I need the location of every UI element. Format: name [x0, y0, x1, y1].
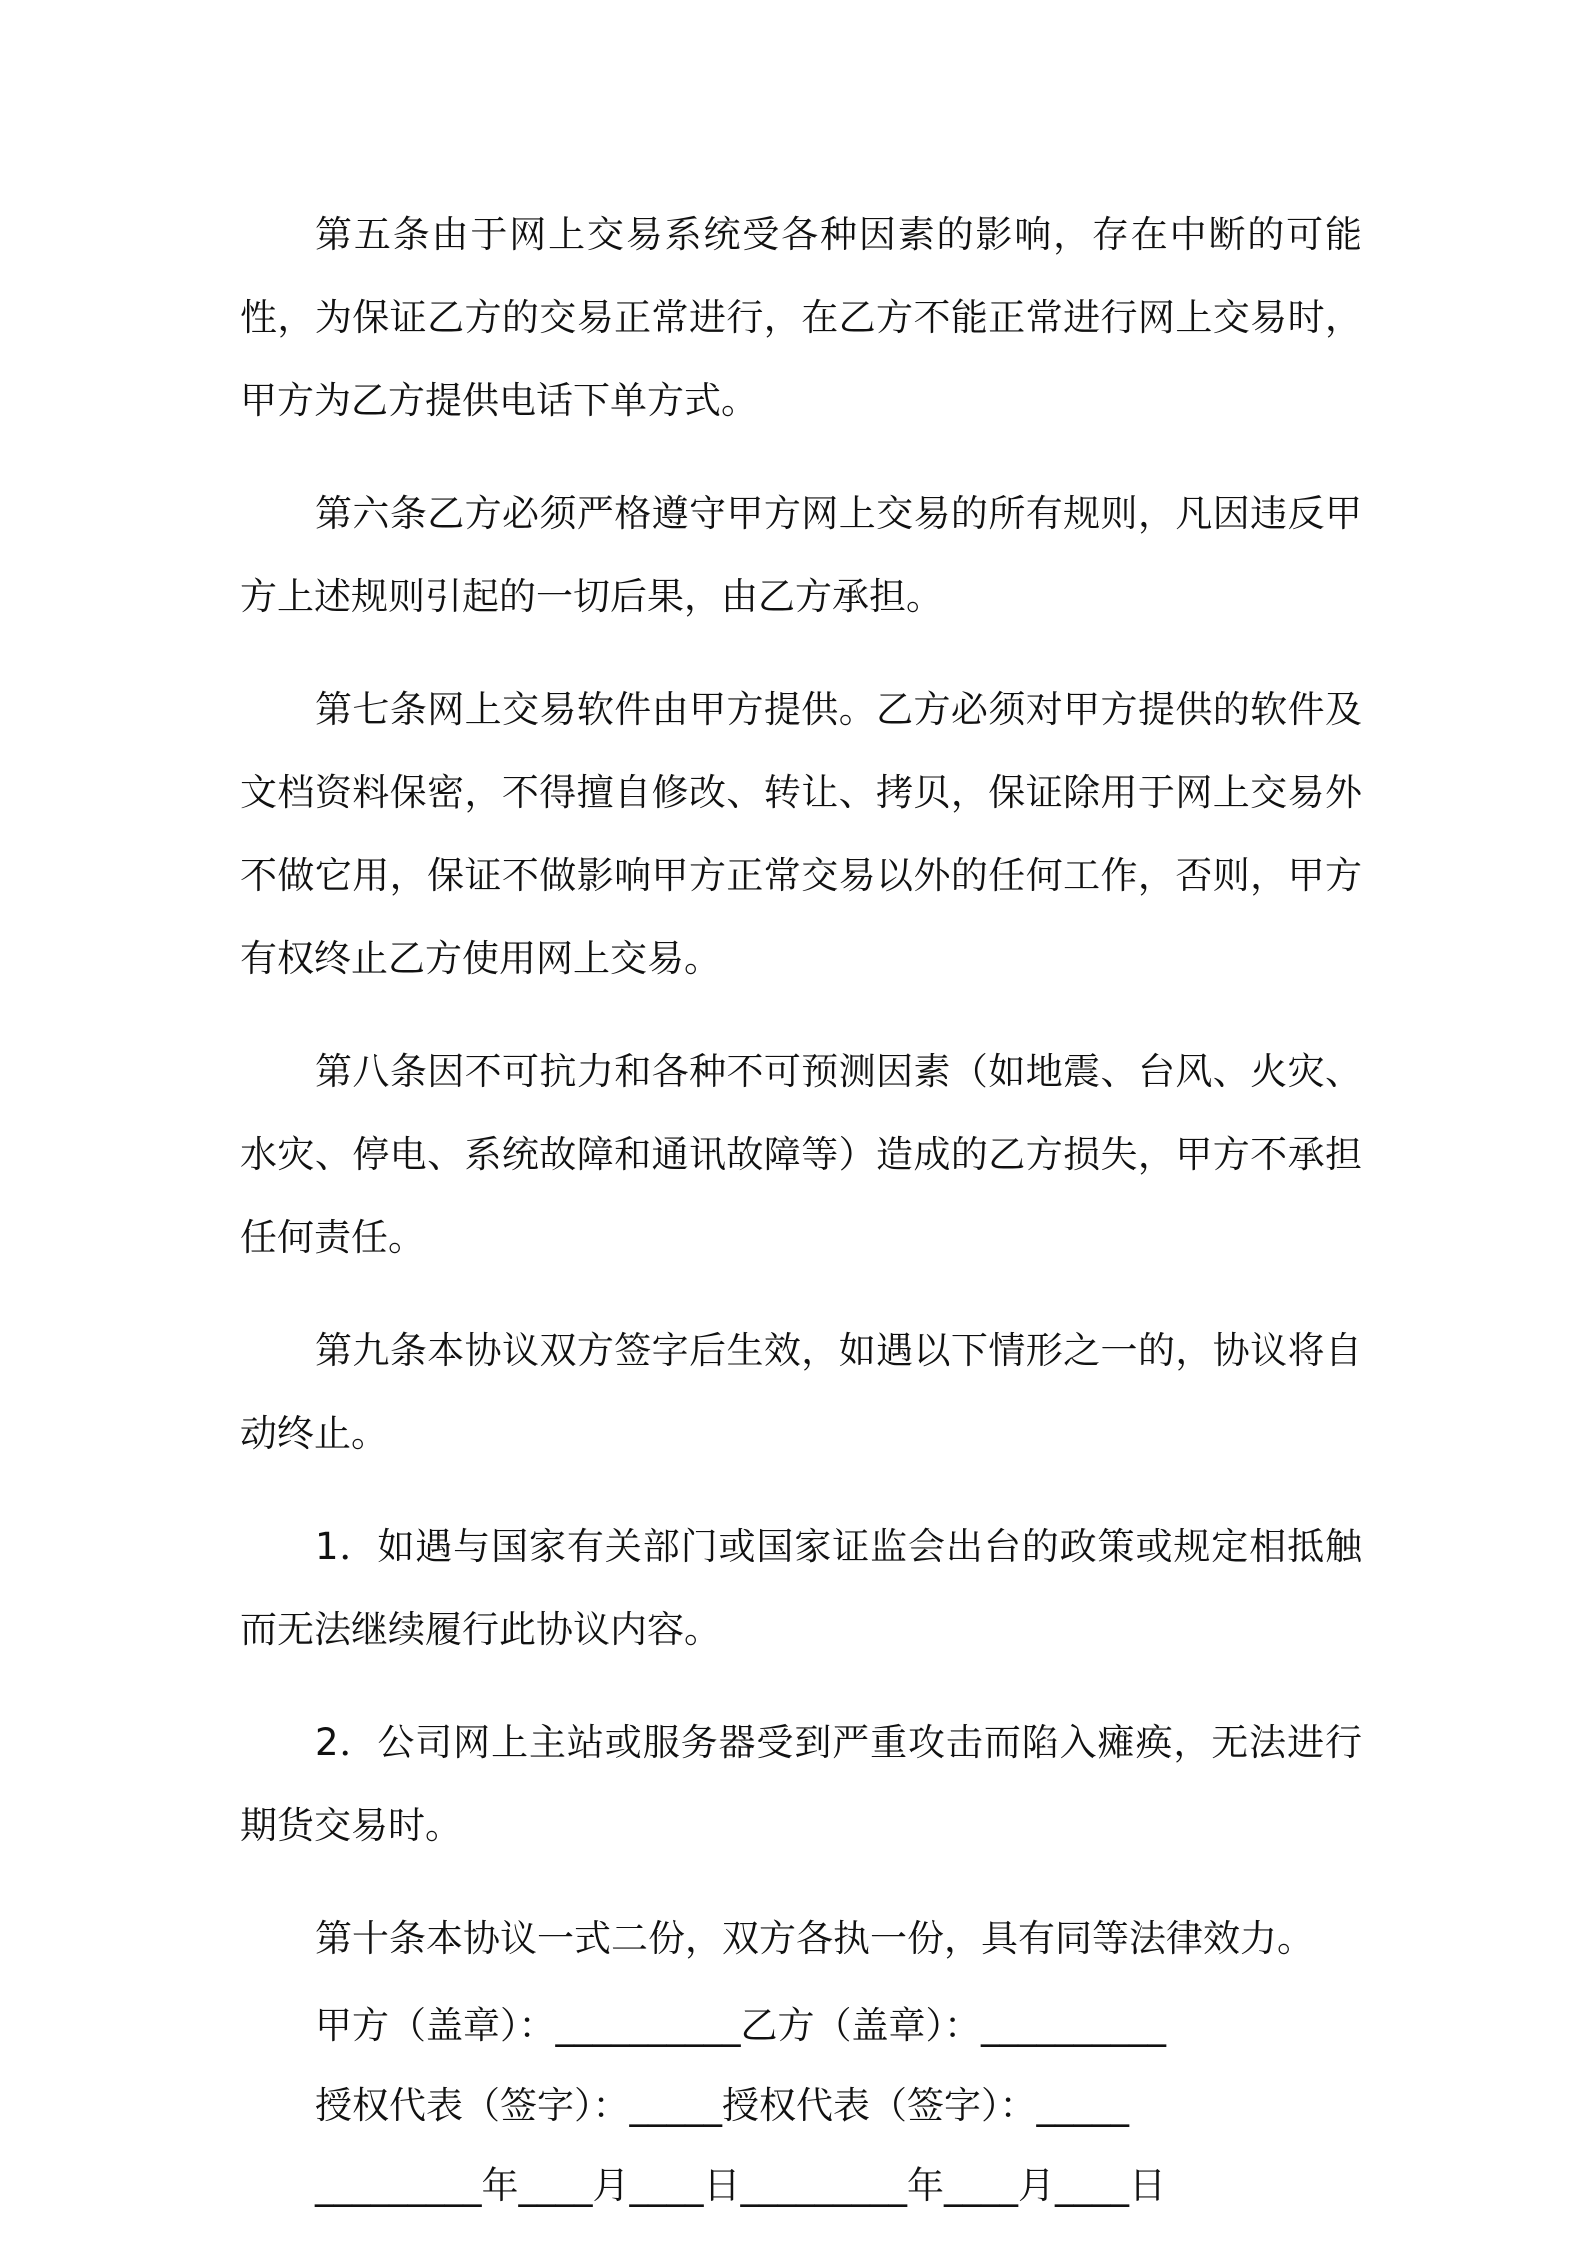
- article-7: 第七条网上交易软件由甲方提供。乙方必须对甲方提供的软件及文档资料保密，不得擅自修改、转让、拷贝，保证除用于网上交易外不做它用，保证不做影响甲方正常交易以外的任何工作，否则，甲方有权终止乙方使用网上交易。: [240, 688, 1362, 980]
- representative-signature-line: 授权代表（签字）：_____授权代表（签字）：_____: [315, 2084, 1129, 2127]
- article-9: 第九条本协议双方签字后生效，如遇以下情形之一的，协议将自动终止。: [240, 1329, 1362, 1455]
- article-5: 第五条由于网上交易系统受各种因素的影响，存在中断的可能性，为保证乙方的交易正常进行，在乙方不能正常进行网上交易时，甲方为乙方提供电话下单方式。: [240, 213, 1362, 422]
- article-8: 第八条因不可抗力和各种不可预测因素（如地震、台风、火灾、水灾、停电、系统故障和通讯故障等）造成的乙方损失，甲方不承担任何责任。: [240, 1050, 1362, 1259]
- article-9-item-2: 2．公司网上主站或服务器受到严重攻击而陷入瘫痪，无法进行期货交易时。: [240, 1721, 1362, 1847]
- date-line: _________年____月____日_________年____月____日: [315, 2164, 1166, 2207]
- article-10: 第十条本协议一式二份，双方各执一份，具有同等法律效力。: [315, 1917, 1314, 1960]
- signature-block: [240, 1986, 1362, 2226]
- seal-line: 甲方（盖章）：__________乙方（盖章）：__________: [315, 2004, 1166, 2047]
- document-body: [240, 193, 1362, 2226]
- article-6: 第六条乙方必须严格遵守甲方网上交易的所有规则，凡因违反甲方上述规则引起的一切后果，由乙方承担。: [240, 492, 1362, 618]
- article-9-item-1: 1．如遇与国家有关部门或国家证监会出台的政策或规定相抵触而无法继续履行此协议内容。: [240, 1525, 1362, 1651]
